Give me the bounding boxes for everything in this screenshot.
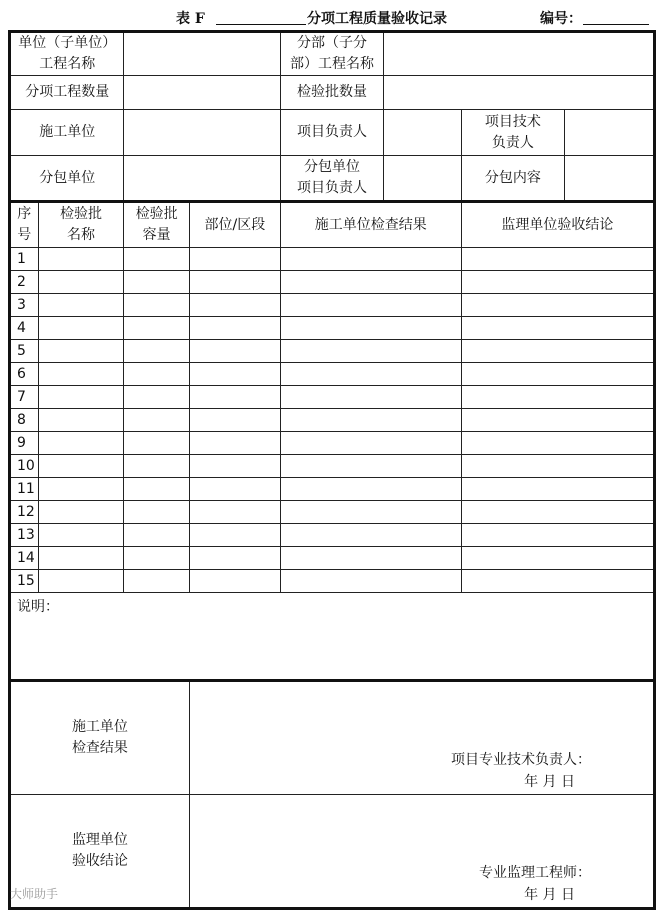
contractor-result-cell[interactable]	[280, 570, 461, 593]
form-header	[0, 6, 665, 28]
batch-name-cell[interactable]	[38, 317, 124, 340]
supervisor-result-cell[interactable]	[461, 363, 654, 386]
table-row	[10, 294, 655, 317]
location-cell[interactable]	[189, 386, 280, 409]
info-row-count	[10, 76, 655, 110]
batch-name-cell[interactable]	[38, 570, 124, 593]
batch-name-cell[interactable]	[38, 524, 124, 547]
location-cell[interactable]	[189, 317, 280, 340]
batch-name-cell[interactable]	[38, 340, 124, 363]
sub-item-count-field[interactable]	[124, 76, 280, 110]
batch-name-cell[interactable]	[38, 294, 124, 317]
contractor-date: 年 月 日	[524, 774, 575, 790]
contractor-label: 施工单位	[10, 110, 124, 156]
batch-capacity-cell[interactable]	[124, 271, 189, 294]
contractor-result-cell[interactable]	[280, 294, 461, 317]
sub-manager-field[interactable]	[384, 156, 462, 202]
batch-name-cell[interactable]	[38, 455, 124, 478]
contractor-check-row	[10, 681, 655, 795]
contractor-check-label: 施工单位 检查结果	[10, 681, 190, 795]
batch-name-cell[interactable]	[38, 386, 124, 409]
supervisor-result-cell[interactable]	[461, 340, 654, 363]
table-row	[10, 409, 655, 432]
location-cell[interactable]	[189, 432, 280, 455]
col-seq: 序 号	[10, 202, 39, 248]
batch-name-cell[interactable]	[38, 363, 124, 386]
location-cell[interactable]	[189, 547, 280, 570]
table-row	[10, 363, 655, 386]
sub-content-field[interactable]	[564, 156, 654, 202]
batch-capacity-cell[interactable]	[124, 248, 189, 271]
contractor-field[interactable]	[124, 110, 280, 156]
batch-capacity-cell[interactable]	[124, 432, 189, 455]
row-number: 10	[10, 455, 39, 478]
table-row	[10, 478, 655, 501]
batch-rows	[10, 248, 655, 593]
supervisor-result-cell[interactable]	[461, 547, 654, 570]
supervisor-result-cell[interactable]	[461, 386, 654, 409]
row-number: 4	[10, 317, 39, 340]
col-supervisor-result: 监理单位验收结论	[461, 202, 654, 248]
form-title: 分项工程质量验收记录	[307, 11, 447, 27]
batch-capacity-cell[interactable]	[124, 478, 189, 501]
supervisor-check-row	[10, 795, 655, 909]
sub-content-label: 分包内容	[461, 156, 564, 202]
tech-lead-label: 项目技术 负责人	[461, 110, 564, 156]
contractor-result-cell[interactable]	[280, 547, 461, 570]
contractor-result-cell[interactable]	[280, 363, 461, 386]
batch-capacity-cell[interactable]	[124, 317, 189, 340]
unit-project-field[interactable]	[124, 32, 280, 76]
table-row	[10, 547, 655, 570]
supervisor-result-cell[interactable]	[461, 501, 654, 524]
notes-row	[10, 593, 655, 681]
notes-label: 说明：	[17, 599, 59, 615]
number-label: 编号：	[540, 11, 582, 27]
contractor-signer-label: 项目专业技术负责人：	[451, 752, 591, 768]
batch-capacity-cell[interactable]	[124, 501, 189, 524]
supervisor-result-cell[interactable]	[461, 524, 654, 547]
batch-table-header	[10, 202, 655, 248]
col-location: 部位/区段	[189, 202, 280, 248]
supervisor-result-cell[interactable]	[461, 432, 654, 455]
batch-name-cell[interactable]	[38, 271, 124, 294]
contractor-result-cell[interactable]	[280, 501, 461, 524]
supervisor-date: 年 月 日	[524, 887, 575, 903]
location-cell[interactable]	[189, 271, 280, 294]
table-row	[10, 524, 655, 547]
supervisor-result-cell[interactable]	[461, 271, 654, 294]
batch-name-cell[interactable]	[38, 501, 124, 524]
supervisor-signer-label: 专业监理工程师：	[479, 865, 591, 881]
table-row	[10, 248, 655, 271]
contractor-result-cell[interactable]	[280, 317, 461, 340]
location-cell[interactable]	[189, 248, 280, 271]
contractor-result-cell[interactable]	[280, 432, 461, 455]
row-number: 5	[10, 340, 39, 363]
table-row	[10, 317, 655, 340]
batch-capacity-cell[interactable]	[124, 524, 189, 547]
batch-capacity-cell[interactable]	[124, 363, 189, 386]
row-number: 8	[10, 409, 39, 432]
batch-capacity-cell[interactable]	[124, 409, 189, 432]
sub-manager-label: 分包单位 项目负责人	[280, 156, 383, 202]
table-row	[10, 570, 655, 593]
row-number: 13	[10, 524, 39, 547]
supervisor-check-field[interactable]	[189, 795, 654, 909]
contractor-result-cell[interactable]	[280, 524, 461, 547]
batch-capacity-cell[interactable]	[124, 547, 189, 570]
location-cell[interactable]	[189, 524, 280, 547]
contractor-result-cell[interactable]	[280, 455, 461, 478]
col-batch-name: 检验批 名称	[38, 202, 124, 248]
row-number: 12	[10, 501, 39, 524]
location-cell[interactable]	[189, 363, 280, 386]
row-number: 9	[10, 432, 39, 455]
acceptance-form-table	[8, 30, 656, 910]
supervisor-result-cell[interactable]	[461, 455, 654, 478]
division-project-field[interactable]	[384, 32, 655, 76]
supervisor-check-label: 监理单位 验收结论	[10, 795, 190, 909]
batch-capacity-cell[interactable]	[124, 340, 189, 363]
row-number: 2	[10, 271, 39, 294]
supervisor-result-cell[interactable]	[461, 409, 654, 432]
location-cell[interactable]	[189, 455, 280, 478]
tech-lead-field[interactable]	[564, 110, 654, 156]
number-field[interactable]	[583, 24, 649, 25]
contractor-result-cell[interactable]	[280, 478, 461, 501]
row-number: 1	[10, 248, 39, 271]
batch-name-cell[interactable]	[38, 248, 124, 271]
row-number: 11	[10, 478, 39, 501]
project-manager-label: 项目负责人	[280, 110, 383, 156]
supervisor-result-cell[interactable]	[461, 478, 654, 501]
contractor-result-cell[interactable]	[280, 386, 461, 409]
form-code: 表 F	[176, 11, 205, 27]
row-number: 14	[10, 547, 39, 570]
batch-capacity-cell[interactable]	[124, 570, 189, 593]
sub-item-count-label: 分项工程数量	[10, 76, 124, 110]
watermark: 大师助手	[10, 887, 59, 901]
supervisor-result-cell[interactable]	[461, 248, 654, 271]
batch-capacity-cell[interactable]	[124, 455, 189, 478]
row-number: 6	[10, 363, 39, 386]
location-cell[interactable]	[189, 409, 280, 432]
unit-project-label: 单位（子单位） 工程名称	[10, 32, 124, 76]
project-manager-field[interactable]	[384, 110, 462, 156]
contractor-result-cell[interactable]	[280, 248, 461, 271]
division-project-label: 分部（子分 部）工程名称	[280, 32, 383, 76]
info-row-subcontractor	[10, 156, 655, 202]
table-row	[10, 386, 655, 409]
batch-count-field[interactable]	[384, 76, 655, 110]
subcontractor-label: 分包单位	[10, 156, 124, 202]
table-row	[10, 501, 655, 524]
col-batch-capacity: 检验批 容量	[124, 202, 189, 248]
batch-name-cell[interactable]	[38, 547, 124, 570]
supervisor-result-cell[interactable]	[461, 570, 654, 593]
row-number: 3	[10, 294, 39, 317]
table-row	[10, 432, 655, 455]
contractor-result-cell[interactable]	[280, 340, 461, 363]
col-contractor-result: 施工单位检查结果	[280, 202, 461, 248]
contractor-result-cell[interactable]	[280, 409, 461, 432]
location-cell[interactable]	[189, 501, 280, 524]
notes-field[interactable]	[10, 593, 655, 681]
batch-capacity-cell[interactable]	[124, 294, 189, 317]
location-cell[interactable]	[189, 294, 280, 317]
row-number: 7	[10, 386, 39, 409]
table-row	[10, 455, 655, 478]
info-row-contractor	[10, 110, 655, 156]
batch-count-label: 检验批数量	[280, 76, 383, 110]
location-cell[interactable]	[189, 570, 280, 593]
subcontractor-field[interactable]	[124, 156, 280, 202]
batch-capacity-cell[interactable]	[124, 386, 189, 409]
supervisor-result-cell[interactable]	[461, 294, 654, 317]
table-row	[10, 340, 655, 363]
batch-name-cell[interactable]	[38, 409, 124, 432]
location-cell[interactable]	[189, 478, 280, 501]
location-cell[interactable]	[189, 340, 280, 363]
contractor-result-cell[interactable]	[280, 271, 461, 294]
batch-name-cell[interactable]	[38, 432, 124, 455]
contractor-check-field[interactable]	[189, 681, 654, 795]
row-number: 15	[10, 570, 39, 593]
batch-name-cell[interactable]	[38, 478, 124, 501]
table-row	[10, 271, 655, 294]
info-row-project	[10, 32, 655, 76]
title-underline-field[interactable]	[216, 24, 306, 25]
supervisor-result-cell[interactable]	[461, 317, 654, 340]
